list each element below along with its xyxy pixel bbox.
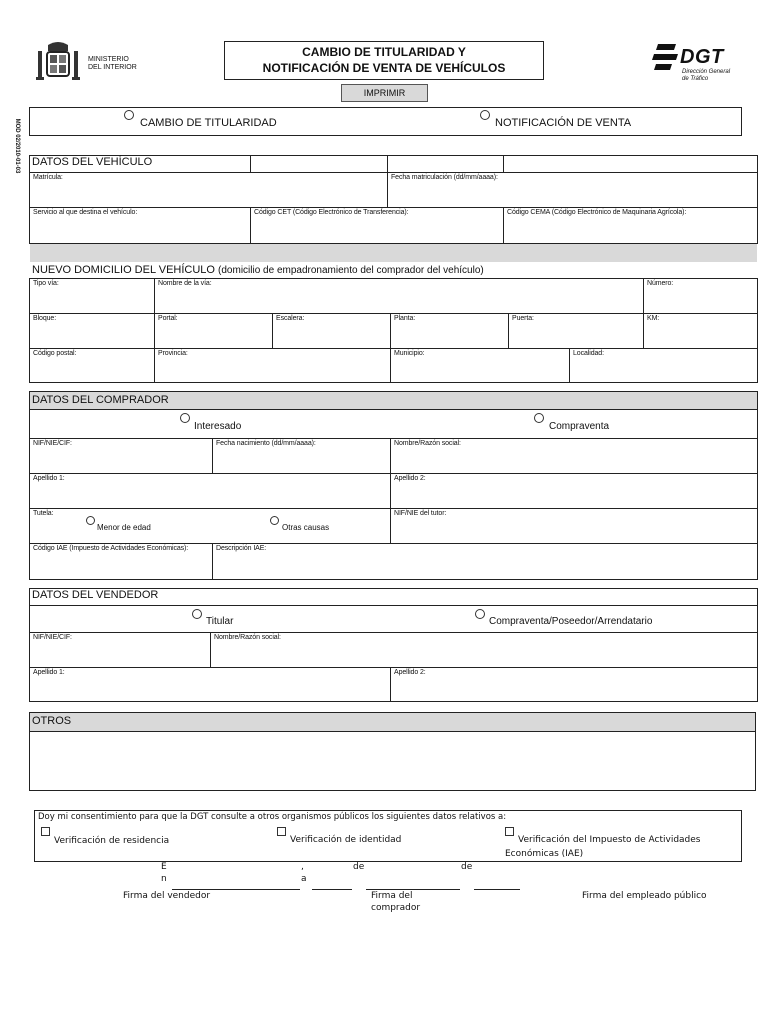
numero-label: Número: bbox=[647, 280, 674, 287]
divider bbox=[29, 508, 758, 509]
otros-textarea[interactable] bbox=[31, 733, 758, 793]
nombre-via-input[interactable] bbox=[155, 288, 642, 312]
provincia-input[interactable] bbox=[155, 358, 389, 382]
dgt-logo bbox=[650, 40, 740, 84]
escalera-input[interactable] bbox=[273, 323, 389, 347]
domicilio-subtitle: (domicilio de empadronamiento del comprador del vehículo) bbox=[218, 265, 484, 276]
vendedor-title: DATOS DEL VENDEDOR bbox=[32, 589, 159, 601]
vendedor-nombre-input[interactable] bbox=[211, 642, 757, 666]
consent-identidad-label: Verificación de identidad bbox=[290, 835, 402, 845]
sign-de1: de bbox=[353, 862, 365, 872]
radio-titular[interactable] bbox=[192, 609, 202, 619]
bloque-input[interactable] bbox=[30, 323, 153, 347]
divider bbox=[250, 155, 251, 172]
option-interesado: Interesado bbox=[194, 421, 242, 432]
ministry-line2: DEL INTERIOR bbox=[88, 64, 137, 71]
firma-comprador-line2: comprador bbox=[371, 903, 421, 913]
matricula-input[interactable] bbox=[30, 182, 386, 206]
divider bbox=[29, 543, 758, 544]
divider bbox=[29, 667, 758, 668]
day-line[interactable] bbox=[312, 889, 352, 890]
comprador-fecha-nac-label: Fecha nacimiento (dd/mm/aaaa): bbox=[216, 440, 316, 447]
nif-tutor-input[interactable] bbox=[391, 518, 757, 542]
sign-comma: , bbox=[301, 862, 304, 872]
descripcion-iae-label: Descripción IAE: bbox=[216, 545, 267, 552]
planta-input[interactable] bbox=[391, 323, 507, 347]
vendedor-apellido2-input[interactable] bbox=[391, 677, 757, 701]
consent-text: Doy mi consentimiento para que la DGT consulte a otros organismos públicos los siguientes datos relativos a: bbox=[38, 812, 507, 822]
option-compraventa: Compraventa bbox=[549, 421, 610, 432]
option-menor-edad: Menor de edad bbox=[97, 523, 151, 532]
bloque-label: Bloque: bbox=[33, 315, 57, 322]
municipio-input[interactable] bbox=[391, 358, 568, 382]
radio-compraventa-poseedor[interactable] bbox=[475, 609, 485, 619]
matricula-label: Matrícula: bbox=[33, 174, 63, 181]
consent-iae-label2: Económicas (IAE) bbox=[505, 849, 584, 859]
vendedor-apellido1-input[interactable] bbox=[30, 677, 389, 701]
comprador-nombre-input[interactable] bbox=[391, 448, 757, 472]
firma-empleado: Firma del empleado público bbox=[582, 891, 707, 901]
comprador-nif-label: NIF/NIE/CIF: bbox=[33, 440, 72, 447]
dgt-symbol-icon bbox=[650, 42, 682, 74]
sign-de2: de bbox=[461, 862, 473, 872]
tipo-via-input[interactable] bbox=[30, 288, 153, 312]
otros-title: OTROS bbox=[32, 715, 72, 727]
ministry-line1: MINISTERIO bbox=[88, 56, 129, 63]
divider bbox=[29, 605, 758, 606]
checkbox-residencia[interactable] bbox=[41, 827, 50, 836]
puerta-label: Puerta: bbox=[512, 315, 534, 322]
codigo-iae-label: Código IAE (Impuesto de Actividades Económicas): bbox=[33, 545, 189, 552]
codigo-cema-input[interactable] bbox=[504, 217, 757, 242]
escalera-label: Escalera: bbox=[276, 315, 305, 322]
divider bbox=[29, 172, 758, 173]
checkbox-identidad[interactable] bbox=[277, 827, 286, 836]
vendedor-apellido1-label: Apellido 1: bbox=[33, 669, 65, 676]
ministry-logo bbox=[36, 41, 80, 83]
divider bbox=[29, 207, 758, 208]
comprador-title: DATOS DEL COMPRADOR bbox=[32, 394, 169, 406]
option-titular: Titular bbox=[206, 616, 234, 627]
km-input[interactable] bbox=[644, 323, 757, 347]
vendedor-apellido2-label: Apellido 2: bbox=[394, 669, 426, 676]
option-cambio-titularidad: CAMBIO DE TITULARIDAD bbox=[140, 117, 277, 129]
type-selection-box bbox=[29, 107, 742, 136]
comprador-apellido2-label: Apellido 2: bbox=[394, 475, 426, 482]
ministry-name bbox=[88, 56, 137, 72]
comprador-apellido1-input[interactable] bbox=[30, 483, 389, 507]
form-title-line2: NOTIFICACIÓN DE VENTA DE VEHÍCULOS bbox=[262, 61, 506, 75]
nif-tutor-label: NIF/NIE del tutor: bbox=[394, 510, 447, 517]
domicilio-title bbox=[32, 264, 484, 276]
localidad-input[interactable] bbox=[570, 358, 757, 382]
month-line[interactable] bbox=[366, 889, 460, 890]
firma-comprador-line1: Firma del bbox=[371, 891, 413, 901]
divider bbox=[29, 632, 758, 633]
year-line[interactable] bbox=[474, 889, 520, 890]
divider bbox=[29, 438, 758, 439]
radio-compraventa[interactable] bbox=[534, 413, 544, 423]
signature-top-line bbox=[36, 861, 742, 862]
divider bbox=[503, 155, 504, 172]
sign-en-n: n bbox=[161, 874, 167, 884]
comprador-nif-input[interactable] bbox=[30, 448, 211, 472]
dgt-sub1: Dirección General bbox=[682, 69, 731, 75]
radio-cambio-titularidad[interactable] bbox=[124, 110, 134, 120]
option-notificacion-venta: NOTIFICACIÓN DE VENTA bbox=[495, 117, 632, 129]
domicilio-title-text: NUEVO DOMICILIO DEL VEHÍCULO bbox=[32, 264, 215, 276]
servicio-input[interactable] bbox=[30, 217, 249, 242]
comprador-apellido1-label: Apellido 1: bbox=[33, 475, 65, 482]
codigo-postal-input[interactable] bbox=[30, 358, 153, 382]
option-compraventa-poseedor: Compraventa/Poseedor/Arrendatario bbox=[489, 616, 653, 627]
form-title-line1: CAMBIO DE TITULARIDAD Y bbox=[302, 45, 466, 59]
fecha-matriculacion-input[interactable] bbox=[388, 182, 757, 206]
comprador-nombre-label: Nombre/Razón social: bbox=[394, 440, 461, 447]
localidad-label: Localidad: bbox=[573, 350, 604, 357]
checkbox-iae[interactable] bbox=[505, 827, 514, 836]
radio-interesado[interactable] bbox=[180, 413, 190, 423]
divider bbox=[29, 313, 758, 314]
vehicle-title: DATOS DEL VEHÍCULO bbox=[32, 156, 153, 168]
servicio-label: Servicio al que destina el vehículo: bbox=[33, 209, 138, 216]
consent-residencia-label: Verificación de residencia bbox=[54, 836, 170, 846]
codigo-postal-label: Código postal: bbox=[33, 350, 77, 357]
codigo-cema-label: Código CEMA (Código Electrónico de Maquinaria Agrícola): bbox=[507, 209, 687, 216]
portal-input[interactable] bbox=[155, 323, 271, 347]
place-line[interactable] bbox=[172, 889, 300, 890]
codigo-cet-input[interactable] bbox=[251, 217, 502, 242]
planta-label: Planta: bbox=[394, 315, 416, 322]
comprador-fecha-nac-input[interactable] bbox=[213, 448, 389, 472]
nombre-via-label: Nombre de la vía: bbox=[158, 280, 212, 287]
km-label: KM: bbox=[647, 315, 660, 322]
sign-a: a bbox=[301, 874, 307, 884]
vendedor-nif-label: NIF/NIE/CIF: bbox=[33, 634, 72, 641]
side-code: MOD 02/2010-01-03 bbox=[14, 118, 20, 174]
tutela-label: Tutela: bbox=[33, 510, 54, 517]
sign-en-e: E bbox=[161, 862, 167, 872]
comprador-apellido2-input[interactable] bbox=[391, 483, 757, 507]
divider bbox=[29, 409, 758, 410]
provincia-label: Provincia: bbox=[158, 350, 188, 357]
divider bbox=[29, 473, 758, 474]
consent-iae-label1: Verificación del Impuesto de Actividades bbox=[518, 835, 701, 845]
fecha-matriculacion-label: Fecha matriculación (dd/mm/aaaa): bbox=[391, 174, 498, 181]
dgt-text: DGT bbox=[680, 46, 724, 68]
firma-vendedor: Firma del vendedor bbox=[123, 891, 211, 901]
radio-menor-edad[interactable] bbox=[86, 516, 95, 525]
portal-label: Portal: bbox=[158, 315, 178, 322]
vendedor-nombre-label: Nombre/Razón social: bbox=[214, 634, 281, 641]
divider bbox=[29, 348, 758, 349]
numero-input[interactable] bbox=[644, 288, 757, 312]
radio-otras-causas[interactable] bbox=[270, 516, 279, 525]
dgt-sub2: de Tráfico bbox=[682, 76, 709, 82]
tipo-via-label: Tipo vía: bbox=[33, 280, 59, 287]
option-otras-causas: Otras causas bbox=[282, 523, 330, 532]
coat-of-arms-icon bbox=[36, 41, 80, 83]
divider bbox=[29, 731, 756, 732]
vendedor-nif-input[interactable] bbox=[30, 642, 209, 666]
print-button[interactable]: IMPRIMIR bbox=[341, 84, 428, 102]
radio-notificacion-venta[interactable] bbox=[480, 110, 490, 120]
codigo-iae-input[interactable] bbox=[30, 553, 211, 578]
municipio-label: Municipio: bbox=[394, 350, 425, 357]
puerta-input[interactable] bbox=[509, 323, 642, 347]
gray-band bbox=[30, 244, 757, 262]
codigo-cet-label: Código CET (Código Electrónico de Transferencia): bbox=[254, 209, 409, 216]
form-title-box bbox=[224, 41, 544, 80]
descripcion-iae-input[interactable] bbox=[213, 553, 757, 578]
